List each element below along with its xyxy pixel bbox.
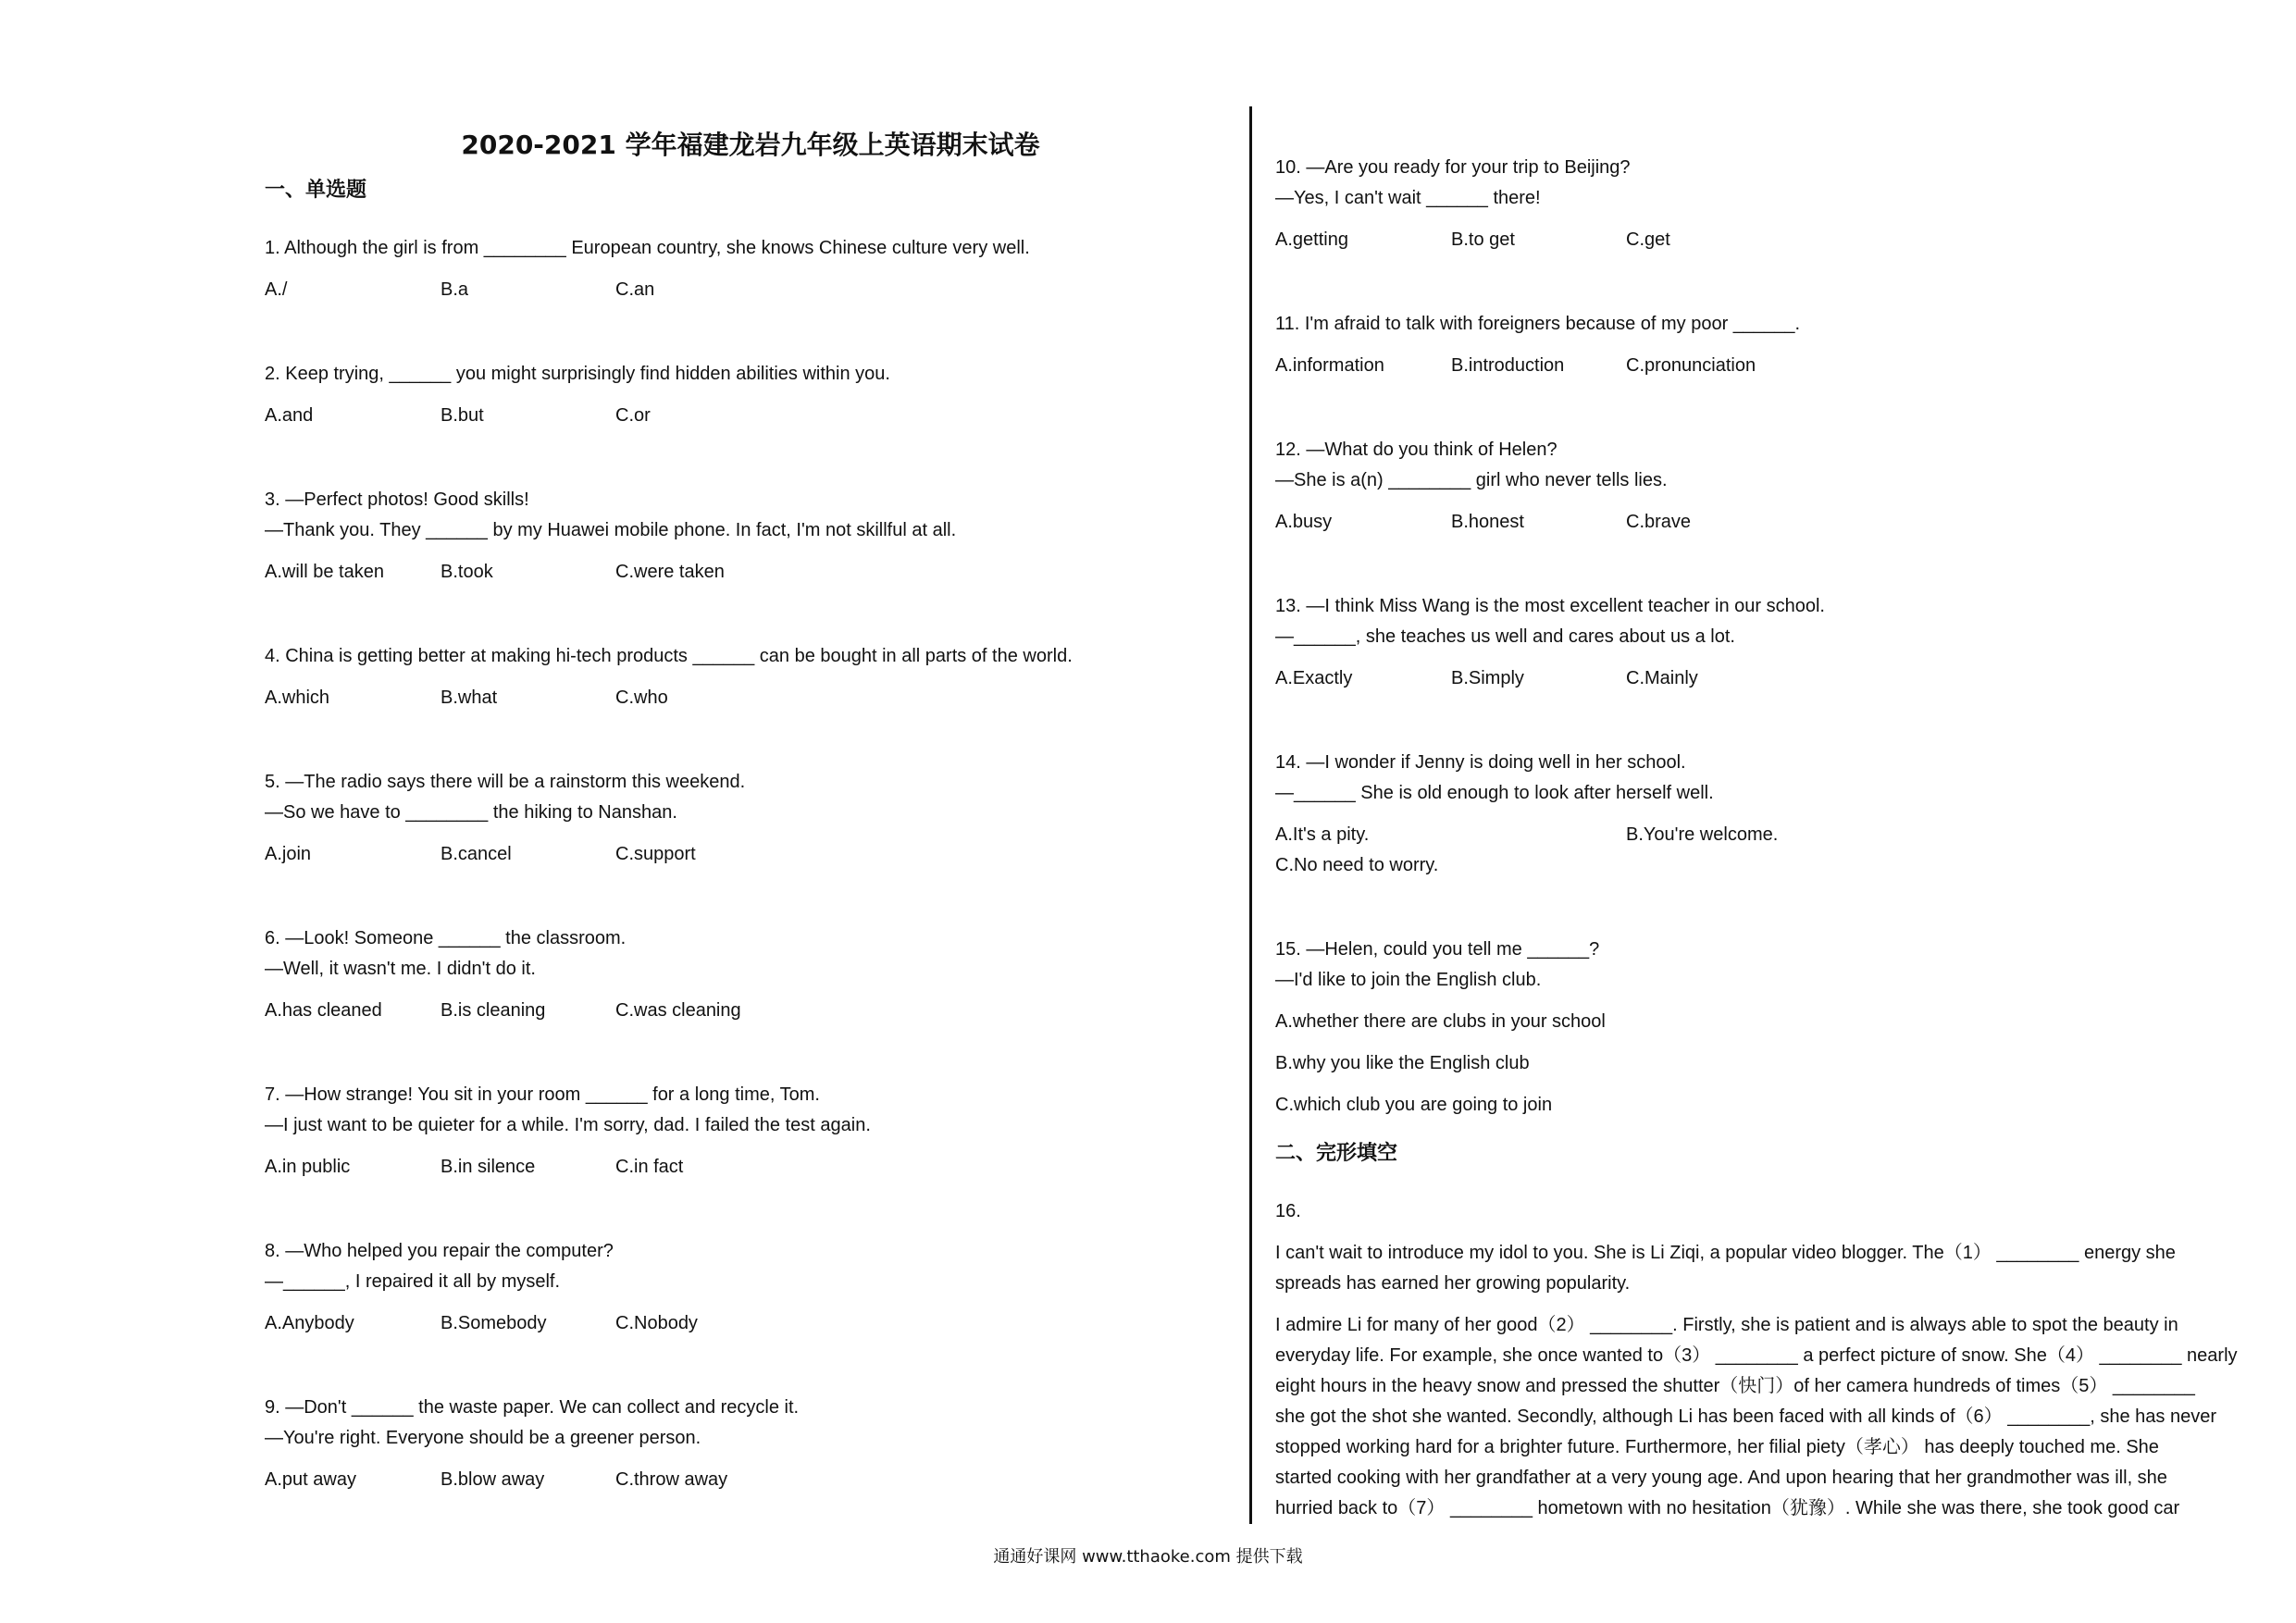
question-12-option-b[interactable]: B.honest: [1451, 512, 1524, 532]
cloze-line: hurried back to（7） ________ hometown with no hesitation（犹豫）. While she was there, she took good car: [1275, 1498, 2180, 1518]
question-7-option-b[interactable]: B.in silence: [441, 1157, 536, 1177]
question-6-stem: 6. —Look! Someone ______ the classroom.: [265, 928, 627, 948]
question-7-option-a[interactable]: A.in public: [265, 1157, 351, 1177]
question-10-option-c[interactable]: C.get: [1626, 229, 1670, 250]
question-3-stem: 3. —Perfect photos! Good skills!: [265, 489, 529, 510]
question-5-option-b[interactable]: B.cancel: [441, 844, 512, 864]
question-13-option-a[interactable]: A.Exactly: [1275, 668, 1353, 688]
question-1-option-b[interactable]: B.a: [441, 279, 469, 300]
cloze-line: started cooking with her grandfather at a very young age. And upon hearing that her grandmother was ill, she: [1275, 1468, 2167, 1488]
question-12-stem-line-2: —She is a(n) ________ girl who never tells lies.: [1275, 470, 1668, 490]
cloze-line: I can't wait to introduce my idol to you. She is Li Ziqi, a popular video blogger. The（1） ________ energy she: [1275, 1243, 2176, 1263]
question-4-option-a[interactable]: A.which: [265, 688, 330, 708]
question-7-stem-line-2: —I just want to be quieter for a while. I'm sorry, dad. I failed the test again.: [265, 1115, 871, 1135]
question-4-option-b[interactable]: B.what: [441, 688, 498, 708]
question-2-option-c[interactable]: C.or: [615, 405, 651, 426]
question-11-option-c[interactable]: C.pronunciation: [1626, 355, 1756, 376]
question-8-stem-line-2: —______, I repaired it all by myself.: [265, 1271, 561, 1292]
question-5-stem: 5. —The radio says there will be a rainstorm this weekend.: [265, 772, 746, 792]
question-4-stem: 4. China is getting better at making hi-tech products ______ can be bought in all parts of the world.: [265, 646, 1073, 666]
question-8-option-b[interactable]: B.Somebody: [441, 1313, 547, 1333]
question-6-option-b[interactable]: B.is cleaning: [441, 1000, 546, 1021]
question-9-stem-line-2: —You're right. Everyone should be a greener person.: [265, 1428, 701, 1448]
cloze-line: stopped working hard for a brighter future. Furthermore, her filial piety（孝心） has deeply touched me. She: [1275, 1437, 2159, 1457]
question-7-stem: 7. —How strange! You sit in your room ______ for a long time, Tom.: [265, 1084, 820, 1105]
question-8-option-a[interactable]: A.Anybody: [265, 1313, 354, 1333]
question-2-stem: 2. Keep trying, ______ you might surprisingly find hidden abilities within you.: [265, 364, 890, 384]
question-3-option-a[interactable]: A.will be taken: [265, 562, 384, 582]
section-heading-cloze: 二、完形填空: [1275, 1142, 1398, 1165]
question-6-stem-line-2: —Well, it wasn't me. I didn't do it.: [265, 959, 536, 979]
question-10-stem-line-2: —Yes, I can't wait ______ there!: [1275, 188, 1541, 208]
question-15-option-c[interactable]: C.which club you are going to join: [1275, 1095, 1553, 1115]
question-13-stem-line-2: —______, she teaches us well and cares about us a lot.: [1275, 626, 1735, 647]
question-3-option-c[interactable]: C.were taken: [615, 562, 725, 582]
question-1-stem: 1. Although the girl is from ________ European country, she knows Chinese culture very well.: [265, 238, 1030, 258]
question-15-stem: 15. —Helen, could you tell me ______?: [1275, 939, 1600, 960]
question-8-stem: 8. —Who helped you repair the computer?: [265, 1241, 614, 1261]
question-11-option-a[interactable]: A.information: [1275, 355, 1384, 376]
question-2-option-a[interactable]: A.and: [265, 405, 314, 426]
question-5-stem-line-2: —So we have to ________ the hiking to Nanshan.: [265, 802, 677, 823]
cloze-line: eight hours in the heavy snow and pressed the shutter（快门）of her camera hundreds of times（5） ________: [1275, 1376, 2195, 1396]
cloze-line: everyday life. For example, she once wanted to（3） ________ a perfect picture of snow. She（4） ________ nearly: [1275, 1345, 2238, 1366]
question-15-option-a[interactable]: A.whether there are clubs in your school: [1275, 1011, 1606, 1032]
question-12-option-a[interactable]: A.busy: [1275, 512, 1333, 532]
question-13-option-b[interactable]: B.Simply: [1451, 668, 1524, 688]
question-10-option-a[interactable]: A.getting: [1275, 229, 1348, 250]
question-10-option-b[interactable]: B.to get: [1451, 229, 1515, 250]
question-12-option-c[interactable]: C.brave: [1626, 512, 1692, 532]
question-7-option-c[interactable]: C.in fact: [615, 1157, 684, 1177]
question-14-option-b[interactable]: B.You're welcome.: [1626, 824, 1779, 845]
cloze-number: 16.: [1275, 1201, 1301, 1221]
column-divider: [1249, 106, 1252, 1524]
question-3-stem-line-2: —Thank you. They ______ by my Huawei mobile phone. In fact, I'm not skillful at all.: [265, 520, 957, 540]
question-13-stem: 13. —I think Miss Wang is the most excellent teacher in our school.: [1275, 596, 1825, 616]
question-1-option-a[interactable]: A./: [265, 279, 288, 300]
question-8-option-c[interactable]: C.Nobody: [615, 1313, 698, 1333]
question-11-option-b[interactable]: B.introduction: [1451, 355, 1565, 376]
question-13-option-c[interactable]: C.Mainly: [1626, 668, 1698, 688]
page-footer: 通通好课网 www.tthaoke.com 提供下载: [993, 1547, 1303, 1567]
question-5-option-a[interactable]: A.join: [265, 844, 312, 864]
question-11-stem: 11. I'm afraid to talk with foreigners because of my poor ______.: [1275, 314, 1801, 334]
page-title: 2020-2021 学年福建龙岩九年级上英语期末试卷: [461, 130, 1040, 160]
cloze-line: spreads has earned her growing popularity.: [1275, 1273, 1631, 1294]
question-4-option-c[interactable]: C.who: [615, 688, 668, 708]
question-2-option-b[interactable]: B.but: [441, 405, 484, 426]
cloze-line: she got the shot she wanted. Secondly, although Li has been faced with all kinds of（6） ________, she has never: [1275, 1406, 2216, 1427]
cloze-line: I admire Li for many of her good（2） ________. Firstly, she is patient and is always able to spot the beauty in: [1275, 1315, 2178, 1335]
question-9-stem: 9. —Don't ______ the waste paper. We can collect and recycle it.: [265, 1397, 800, 1418]
question-6-option-a[interactable]: A.has cleaned: [265, 1000, 382, 1021]
question-14-option-c[interactable]: C.No need to worry.: [1275, 855, 1439, 875]
question-1-option-c[interactable]: C.an: [615, 279, 655, 300]
question-15-stem-line-2: —I'd like to join the English club.: [1275, 970, 1542, 990]
question-3-option-b[interactable]: B.took: [441, 562, 493, 582]
question-12-stem: 12. —What do you think of Helen?: [1275, 440, 1558, 460]
question-15-option-b[interactable]: B.why you like the English club: [1275, 1053, 1530, 1073]
question-14-stem-line-2: —______ She is old enough to look after herself well.: [1275, 783, 1714, 803]
question-9-option-c[interactable]: C.throw away: [615, 1469, 728, 1490]
question-6-option-c[interactable]: C.was cleaning: [615, 1000, 741, 1021]
question-14-stem: 14. —I wonder if Jenny is doing well in her school.: [1275, 752, 1686, 773]
question-9-option-b[interactable]: B.blow away: [441, 1469, 545, 1490]
question-9-option-a[interactable]: A.put away: [265, 1469, 356, 1490]
question-5-option-c[interactable]: C.support: [615, 844, 696, 864]
question-10-stem: 10. —Are you ready for your trip to Beijing?: [1275, 157, 1631, 178]
question-14-option-a[interactable]: A.It's a pity.: [1275, 824, 1370, 845]
section-heading-single-choice: 一、单选题: [265, 179, 367, 202]
